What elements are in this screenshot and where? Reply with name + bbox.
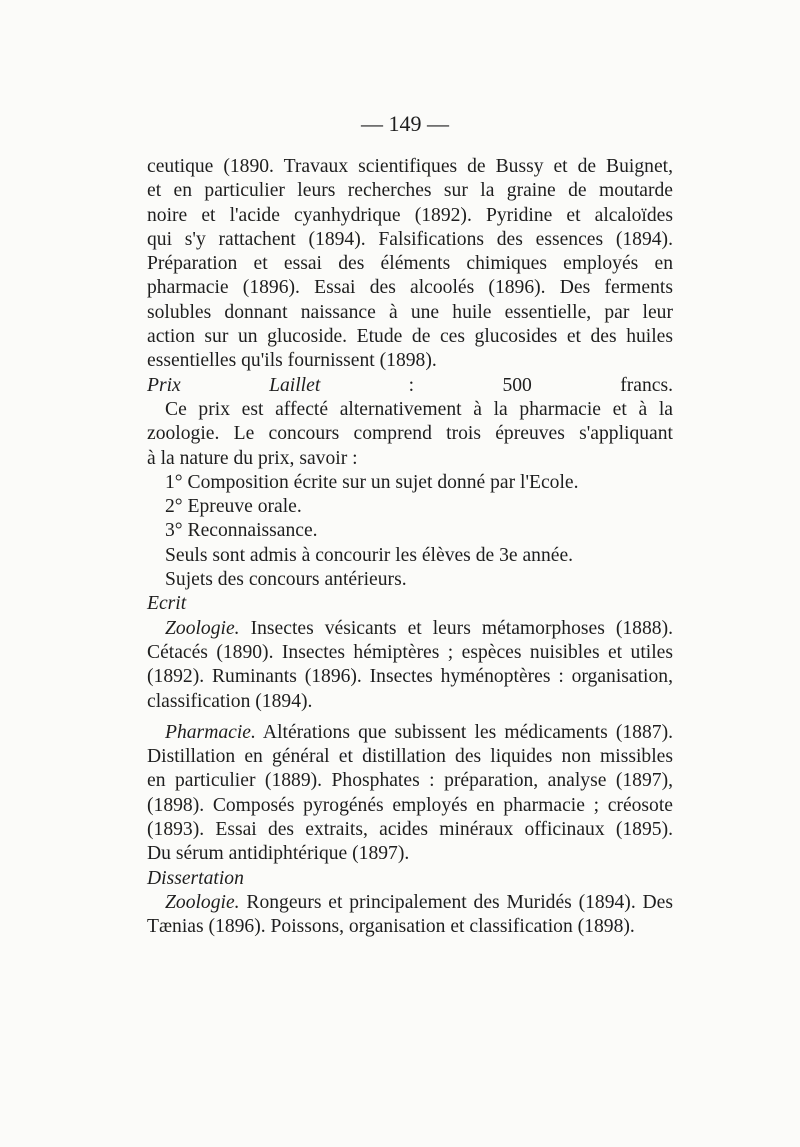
subject-label: Pharmacie. [165, 721, 256, 743]
text-line [147, 721, 673, 745]
page-number: — 149 — [361, 111, 449, 136]
section-zoologie-dissertation [147, 891, 673, 940]
text-line: ceutique (1890. Travaux scientifiques de Bussy et de Buignet, [147, 156, 673, 177]
text-span: Altérations que subissent les médicaments (1887). [255, 721, 673, 743]
text-span: Insectes vésicants et leurs métamorphoses (1888). [239, 617, 673, 639]
text-line: zoologie. Le concours comprend trois épreuves s'appliquant [147, 423, 673, 445]
text-line: (1892). Ruminants (1896). Insectes hyménoptères : organisation, [147, 666, 673, 688]
text-line: Tænias (1896). Poissons, organisation et classification (1898). [147, 916, 635, 938]
heading-ecrit: Ecrit [147, 593, 187, 615]
text-line: et en particulier leurs recherches sur la graine de moutarde [147, 180, 673, 202]
paragraph-continuation [147, 155, 673, 374]
text-line: (1893). Essai des extraits, acides minéraux officinaux (1895). [147, 819, 673, 841]
text-line [147, 891, 673, 915]
text-line: Cétacés (1890). Insectes hémiptères ; espèces nuisibles et utiles [147, 641, 673, 663]
text-line: solubles donnant naissance à une huile essentielle, par leur [147, 301, 673, 323]
text-line: à la nature du prix, savoir : [147, 447, 358, 469]
subject-label: Zoologie. [165, 891, 240, 913]
heading-dissertation: Dissertation [147, 867, 244, 889]
text-line: Ce prix est affecté alternativement à la pharmacie et à la [165, 398, 673, 420]
prize-amount: : 500 francs. [320, 374, 673, 396]
text-line: en particulier (1889). Phosphates : préparation, analyse (1897), [147, 770, 673, 792]
list-item: 1° Composition écrite sur un sujet donné par l'Ecole. [165, 471, 579, 493]
list-item: Sujets des concours antérieurs. [165, 569, 407, 591]
text-line: classification (1894). [147, 690, 313, 712]
list-item: Seuls sont admis à concourir les élèves de 3e année. [165, 544, 574, 566]
list-item: 2° Epreuve orale. [165, 496, 302, 518]
section-pharmacie-ecrit [147, 721, 673, 867]
text-line: Distillation en général et distillation des liquides non missibles [147, 746, 673, 768]
prize-description [147, 398, 673, 471]
text-line: Du sérum antidiphtérique (1897). [147, 843, 410, 865]
text-line: noire et l'acide cyanhydrique (1892). Pyridine et alcaloïdes [147, 204, 673, 226]
prize-name: Prix Laillet [147, 374, 321, 396]
page-body [147, 155, 673, 940]
text-line: essentielles qu'ils fournissent (1898). [147, 350, 437, 372]
text-line: qui s'y rattachent (1894). Falsifications des essences (1894). [147, 228, 673, 250]
subject-label: Zoologie. [165, 617, 240, 639]
epreuves-list [147, 471, 673, 592]
text-line [147, 617, 673, 641]
section-zoologie-ecrit [147, 617, 673, 714]
text-line: pharmacie (1896). Essai des alcoolés (1896). Des ferments [147, 277, 673, 299]
list-item: 3° Reconnaissance. [165, 520, 318, 542]
text-span: Rongeurs et principalement des Muridés (1894). Des [239, 891, 673, 913]
text-line: action sur un glucoside. Etude de ces glucosides et des huiles [147, 326, 673, 348]
text-line: (1898). Composés pyrogénés employés en pharmacie ; créosote [147, 794, 673, 816]
prize-heading [147, 374, 673, 398]
text-line: Préparation et essai des éléments chimiques employés en [147, 253, 673, 275]
